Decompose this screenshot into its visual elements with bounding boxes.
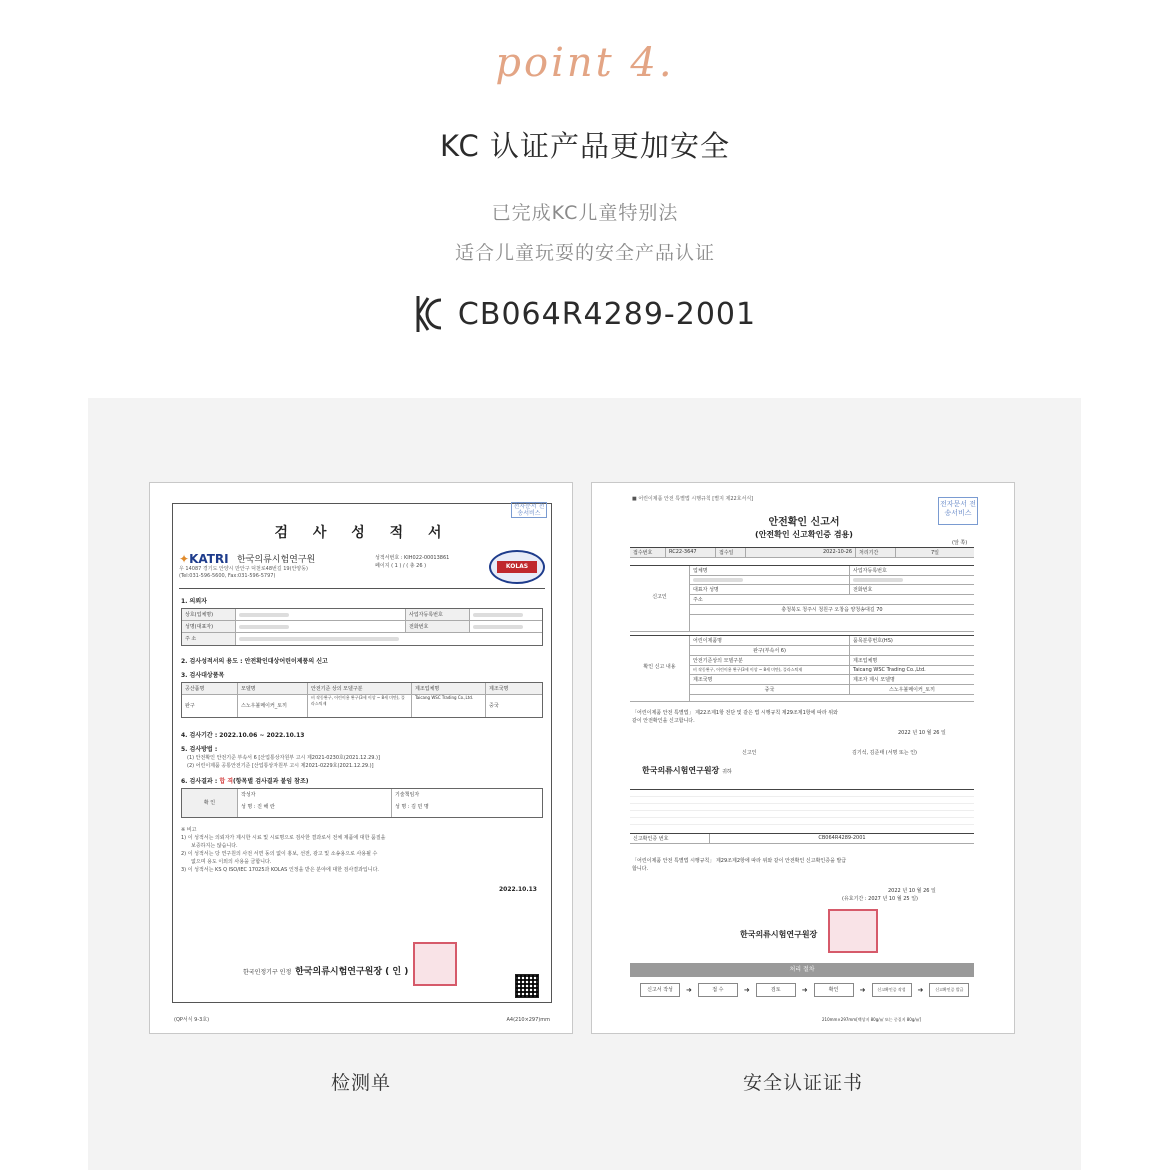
signature-table: 확 인 작성자 성 명 : 진 해 란 기술책임자 성 명 : 김 민 명 [181, 788, 543, 818]
procedure-header: 처리 절차 [630, 963, 974, 977]
procedure-flow [640, 983, 969, 997]
requester-table: 상호(업체명) 사업자등록번호 성명(대표자) 전화번호 주 소 [181, 608, 543, 646]
attachments-table [630, 789, 974, 829]
subheadline-line-1: 已完成KC儿童特别法 [491, 202, 679, 224]
safety-certificate-document [591, 482, 1015, 1034]
katri-logo: ✦KATRI [179, 552, 229, 566]
procedure-step: 검토 [756, 983, 796, 997]
procedure-step: 확인 [814, 983, 854, 997]
cert-declaration-2: 합니다. [632, 866, 649, 872]
section-6-title: 6. 검사결과 : 합 격(항목별 검사결과 붙임 참조) [181, 778, 309, 785]
inspection-report-document [149, 482, 573, 1034]
subheadline-line-2: 适合儿童玩耍的安全产品认证 [454, 242, 715, 264]
form-code: (QP서식 9-3호) [174, 1017, 210, 1023]
certificate-subtitle: (안전확인 신고확인증 겸용) [755, 530, 853, 539]
official-seal-stamp [413, 942, 457, 986]
report-frame [172, 503, 552, 1003]
front-label: (앞 쪽) [952, 540, 968, 546]
declaration-date: 2022 년 10 월 26 일 [898, 730, 946, 736]
org-name: 한국의류시험연구원 [237, 555, 316, 565]
divider [179, 588, 545, 589]
arrow-right-icon: ➜ [686, 986, 692, 994]
point-label: point 4. [495, 40, 675, 86]
note-1: 1) 이 성적서는 의뢰자가 제시한 시료 및 시료명으로 검사한 결과로서 전체 제품에 대한 품질을 [181, 835, 386, 841]
arrow-right-icon: ➜ [917, 986, 924, 994]
notes-title: ※ 비고 [181, 827, 197, 833]
caption-safety-certificate: 安全认证证书 [742, 1072, 863, 1094]
method-line-1: (1) 안전확인 안전기준 부속서 6 [산업통상자원부 고시 제2021-0230호(2021.12.29.)] [187, 755, 380, 761]
headline: KC 认证产品更加安全 [440, 129, 730, 163]
e-doc-stamp: 전자문서 전송서비스 [511, 502, 547, 518]
note-2-cont: 없으며 용도 이외의 사용을 금합니다. [191, 859, 272, 865]
official-seal-stamp [828, 909, 878, 953]
procedure-step: 접 수 [698, 983, 738, 997]
kc-mark-icon [414, 292, 444, 336]
section-4-title: 4. 검사기간 : 2022.10.06 ~ 2022.10.13 [181, 732, 305, 739]
declaration-line-2: 같이 안전확인을 신고합니다. [632, 718, 695, 724]
arrow-right-icon: ➜ [801, 986, 808, 994]
cert-date: 2022 년 10 월 26 일 [888, 888, 936, 894]
receipt-row: 접수번호 RC22-3647 접수일 2022-10-26 처리기간 7일 [630, 547, 974, 558]
note-1-cont: 보증하지는 않습니다. [191, 843, 238, 849]
procedure-step: 신고확인증 작성 [872, 983, 912, 997]
applicant-table: 신고인 업체명 사업자등록번호 대표자 성명 전화번호 주소 충청북도 청주시 청원구 오창읍 양청송대길 70 [630, 565, 974, 632]
applicant-signature: 김기석, 김준태 (서명 또는 인) [852, 750, 917, 756]
declaration-line-1: 「어린이제품 안전 특별법」 제22조제1항 전단 및 같은 법 시행규칙 제29조제1항에 따라 위와 [632, 710, 838, 716]
e-doc-stamp: 전자문서 전송서비스 [938, 497, 978, 525]
paper-size: A4(210×297)mm [506, 1017, 550, 1023]
form-header-note: ■ 어린이제품 안전 특별법 시행규칙 [별지 제22호서식] [632, 496, 754, 502]
section-3-title: 3. 검사대상품목 [181, 672, 225, 679]
report-title: 검 사 성 적 서 [274, 525, 452, 541]
report-number: 성적서번호 : KIH022-00013861 페이지 ( 1 ) / ( 총 26 ) [375, 555, 450, 569]
report-date: 2022.10.13 [499, 886, 537, 893]
section-1-title: 1. 의뢰자 [181, 598, 207, 605]
director-title: 한국의류시험연구원장 귀하 [642, 766, 732, 775]
cert-number-row: 신고확인증 번호 CB064R4289-2001 [630, 833, 974, 844]
kolas-logo: KOLAS [489, 550, 545, 584]
qr-code [515, 974, 539, 998]
org-address: 우 14087 경기도 안양시 만안구 덕천로48번길 19(안양동) (Tel:031-596-5600, Fax:031-596-5797) [179, 566, 309, 579]
kc-cert-number: CB064R4289-2001 [457, 296, 757, 332]
report-signature: 한국인정기구 인정 한국의류시험연구원장 ( 인 ) [243, 967, 409, 977]
kc-cert-row [0, 292, 1170, 336]
arrow-right-icon: ➜ [743, 986, 750, 994]
note-2: 2) 이 성적서는 당 연구원의 사전 서면 동의 없이 홍보, 선전, 광고 및 소송용으로 사용될 수 [181, 851, 378, 857]
note-3: 3) 이 성적서는 KS Q ISO/IEC 17025과 KOLAS 인정을 받은 분야에 대한 검사결과입니다. [181, 867, 380, 873]
certificate-title: 안전확인 신고서 [768, 517, 840, 528]
applicant-sign-label: 신고인 [742, 750, 757, 756]
procedure-step: 신고확인증 발급 [929, 983, 969, 997]
signer-org: 한국의류시험연구원장 [740, 930, 818, 939]
cert-declaration-1: 「어린이제품 안전 특별법 시행규칙」 제29조제2항에 따라 위와 같이 안전확인 신고확인증을 발급 [632, 858, 847, 864]
paper-spec: 210mm×297mm[백상지 80g/㎡ 또는 중질지 80g/㎡] [822, 1017, 922, 1022]
product-table: 확인 신고 내용 어린이제품명 품목분류번호(HS) 완구(부속서 6) 안전기준상의 모델구분 제조업체명 비 작동완구, 어린이용 완구(3세 이상 ~ 8세 미만), 플라스틱제 Taicang WSC Trading Co.,Ltd. 제조국명 제조자 제시 모델명 중국 스노우볼메이커_토끼 [630, 635, 974, 702]
section-2-title: 2. 검사성적서의 용도 : 안전확인대상어린이제품의 신고 [181, 658, 328, 665]
items-table: 공산품명 모델명 안전기준 상의 모델구분 제조업체명 제조국명 완구 스노우볼메이커_토끼 비 작동완구, 어린이용 완구(3세 이상 ~ 8세 미만), 플라스틱제 Taicang WSC Trading Co.,Ltd. 중국 [181, 682, 543, 718]
arrow-right-icon: ➜ [859, 986, 866, 994]
caption-inspection-report: 检测单 [330, 1072, 391, 1094]
procedure-step: 신고서 작성 [640, 983, 680, 997]
method-line-2: (2) 어린이제품 공통안전기준 [산업통상자원부 고시 제2021-0229호(2021.12.29.)] [187, 763, 374, 769]
section-5-title: 5. 검사방법 : [181, 746, 218, 753]
valid-period: (유효기간 : 2027 년 10 월 25 일) [842, 896, 918, 902]
